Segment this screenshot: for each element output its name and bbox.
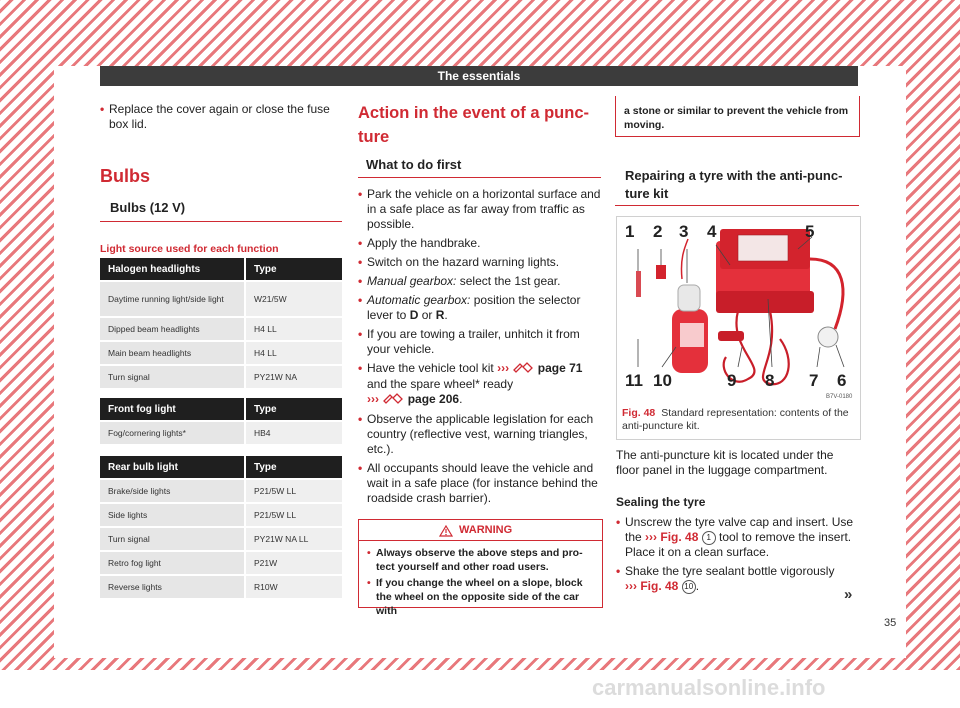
list-item-text: Unscrew the tyre valve cap and insert. Use the xyxy=(625,515,854,544)
callout-number: 2 xyxy=(653,222,663,241)
callout-reference: 10 xyxy=(682,580,696,594)
table-cell: H4 LL xyxy=(245,341,342,365)
warning-box xyxy=(358,519,603,617)
page-header: The essentials xyxy=(100,66,858,86)
page-ref-link[interactable]: page 206 xyxy=(407,392,460,407)
figure-caption xyxy=(622,407,854,433)
table-cell: P21/5W LL xyxy=(245,503,342,527)
callout-number: 5 xyxy=(805,222,815,241)
paragraph-text: The anti-puncture kit is located under the floor panel in the luggage compartment. xyxy=(616,448,834,477)
list-item-text: . xyxy=(695,579,700,593)
table-cell: P21/5W LL xyxy=(245,479,342,503)
page-number: 35 xyxy=(884,617,897,629)
table-row xyxy=(100,479,342,503)
table-caption: Light source used for each function xyxy=(100,243,279,255)
table-cell: Brake/side lights xyxy=(100,479,245,503)
table-header: Rear bulb light xyxy=(100,456,245,479)
list-item xyxy=(358,274,602,289)
list-item xyxy=(616,515,860,560)
repair-heading-line: Repairing a tyre with the anti-punc- xyxy=(625,168,843,183)
table-row xyxy=(100,575,342,598)
figure-ref-link[interactable]: Fig. 48 xyxy=(640,579,679,593)
list-item xyxy=(358,361,602,408)
list-item-text: . xyxy=(444,308,448,322)
callout-number: 10 xyxy=(653,371,672,390)
list-item-text: or xyxy=(418,308,436,322)
callout-number: 3 xyxy=(679,222,689,241)
table-cell: Fog/cornering lights* xyxy=(100,421,245,444)
section-title-line: ture xyxy=(358,128,390,146)
warning-box-continued xyxy=(615,96,860,137)
table-header: Front fog light xyxy=(100,398,245,421)
list-item-text: All occupants should leave the vehicle and wait in a safe place (for instance behind the roadside crash barrier). xyxy=(367,461,598,505)
table-cell: Turn signal xyxy=(100,527,245,551)
repair-separator xyxy=(615,205,859,206)
halogen-headlights-table xyxy=(100,258,342,388)
table-header: Type xyxy=(245,456,342,479)
list-item-text: tool to remove the insert. Place it on a clean surface. xyxy=(625,530,852,559)
watermark: carmanualsonline.info xyxy=(592,675,826,700)
table-cell: PY21W NA xyxy=(245,365,342,388)
list-item-emphasis: Manual gearbox: xyxy=(367,274,457,288)
list-item-text: and the spare wheel* ready xyxy=(367,377,514,391)
callout-number: 7 xyxy=(809,371,819,390)
list-item-text: Park the vehicle on a horizontal surface and in a safe place as far away from traffic as possible. xyxy=(367,187,601,231)
table-cell: Dipped beam headlights xyxy=(100,317,245,341)
list-item-text: Apply the handbrake. xyxy=(367,236,481,250)
bulbs-separator xyxy=(100,221,342,222)
gear-r: R xyxy=(435,308,445,322)
callout-reference: 1 xyxy=(702,531,716,545)
table-row xyxy=(100,341,342,365)
table-header: Halogen headlights xyxy=(100,258,245,281)
what-to-do-first-heading: What to do first xyxy=(366,157,462,172)
ref-arrow: ››› xyxy=(497,361,510,376)
table-cell: Reverse lights xyxy=(100,575,245,598)
gear-d: D xyxy=(409,308,419,322)
table-cell: H4 LL xyxy=(245,317,342,341)
page-ref-link[interactable]: page 71 xyxy=(537,361,583,376)
list-item-text: . xyxy=(459,392,463,407)
list-item xyxy=(358,236,602,251)
figure-ref-link[interactable]: Fig. 48 xyxy=(660,530,699,544)
callout-number: 6 xyxy=(837,371,847,390)
warning-content xyxy=(367,546,595,618)
callout-number: 11 xyxy=(625,371,643,390)
list-item-text: Observe the applicable legislation for each country (reflective vest, warning triangles, etc.). xyxy=(367,412,594,456)
table-row xyxy=(100,317,342,341)
warning-item-text: If you change the wheel on a slope, block the wheel on the opposite side of the car with xyxy=(376,577,583,617)
list-item xyxy=(358,327,602,357)
callout-number: 8 xyxy=(765,371,775,390)
section-title xyxy=(358,101,602,149)
steps-list xyxy=(358,187,602,506)
list-item-text: Shake the tyre sealant bottle vigorously xyxy=(625,564,835,578)
kit-location-paragraph xyxy=(616,448,860,478)
ref-arrow: ››› xyxy=(625,579,637,593)
callout-numbers xyxy=(620,219,856,401)
table-cell: Daytime running light/side light xyxy=(100,281,245,317)
sealing-heading: Sealing the tyre xyxy=(616,495,706,509)
tool-kit-icon xyxy=(382,392,404,408)
list-item-text: position the selector lever to xyxy=(367,293,581,322)
list-item xyxy=(358,461,602,506)
table-row xyxy=(100,365,342,388)
figure-code: B7V-0180 xyxy=(826,394,853,400)
table-row xyxy=(100,503,342,527)
intro-bullet-text: Replace the cover again or close the fuse box lid. xyxy=(109,102,330,131)
table-cell: Turn signal xyxy=(100,365,245,388)
callout-number: 1 xyxy=(625,222,635,241)
warning-item-text: Always observe the above steps and pro-tect yourself and other road users. xyxy=(376,547,583,573)
table-cell: P21W xyxy=(245,551,342,575)
table-cell: PY21W NA LL xyxy=(245,527,342,551)
table-row xyxy=(100,527,342,551)
table-header: Type xyxy=(245,398,342,421)
ref-arrow: ››› xyxy=(645,530,658,544)
intro-bullet xyxy=(100,102,349,132)
sealing-steps xyxy=(616,515,860,594)
warning-item xyxy=(367,546,595,574)
section-title-line: Action in the event of a punc- xyxy=(358,104,590,122)
list-item xyxy=(358,187,602,232)
table-row xyxy=(100,421,342,444)
table-cell: Retro fog light xyxy=(100,551,245,575)
bulbs-heading: Bulbs xyxy=(100,166,151,186)
warning-header xyxy=(359,520,602,541)
table-cell: Main beam headlights xyxy=(100,341,245,365)
table-cell: HB4 xyxy=(245,421,342,444)
front-fog-light-table xyxy=(100,398,342,444)
figure-label: Fig. 48 xyxy=(622,407,656,419)
warning-item xyxy=(367,576,595,618)
list-item-text: If you are towing a trailer, unhitch it from your vehicle. xyxy=(367,327,580,356)
ref-arrow: ››› xyxy=(367,392,379,407)
repair-heading xyxy=(625,167,855,203)
warning-continued-text: a stone or similar to prevent the vehicle from moving. xyxy=(624,105,849,131)
rear-bulb-light-table xyxy=(100,456,342,598)
list-item-text: select the 1st gear. xyxy=(456,274,561,288)
continue-mark: » xyxy=(844,586,853,603)
list-item-text: Switch on the hazard warning lights. xyxy=(367,255,560,269)
warning-triangle-icon xyxy=(439,524,453,542)
list-item xyxy=(358,412,602,457)
repair-heading-line: ture kit xyxy=(625,186,669,201)
list-item xyxy=(358,255,602,270)
warning-label: WARNING xyxy=(459,524,513,536)
tool-kit-icon xyxy=(512,361,534,377)
callout-number: 9 xyxy=(727,371,737,390)
list-item xyxy=(616,564,860,594)
table-row xyxy=(100,551,342,575)
list-item xyxy=(358,293,602,323)
table-row xyxy=(100,281,342,317)
subheading-separator xyxy=(358,177,601,178)
figure-caption-text: Standard representation: contents of the anti-puncture kit. xyxy=(622,407,849,432)
list-item-text: Have the vehicle tool kit xyxy=(367,361,498,376)
table-cell: R10W xyxy=(245,575,342,598)
list-item-emphasis: Automatic gearbox: xyxy=(367,293,471,307)
table-header: Type xyxy=(245,258,342,281)
bulbs-subheading: Bulbs (12 V) xyxy=(110,200,186,215)
table-cell: W21/5W xyxy=(245,281,342,317)
callout-number: 4 xyxy=(707,222,717,241)
table-cell: Side lights xyxy=(100,503,245,527)
